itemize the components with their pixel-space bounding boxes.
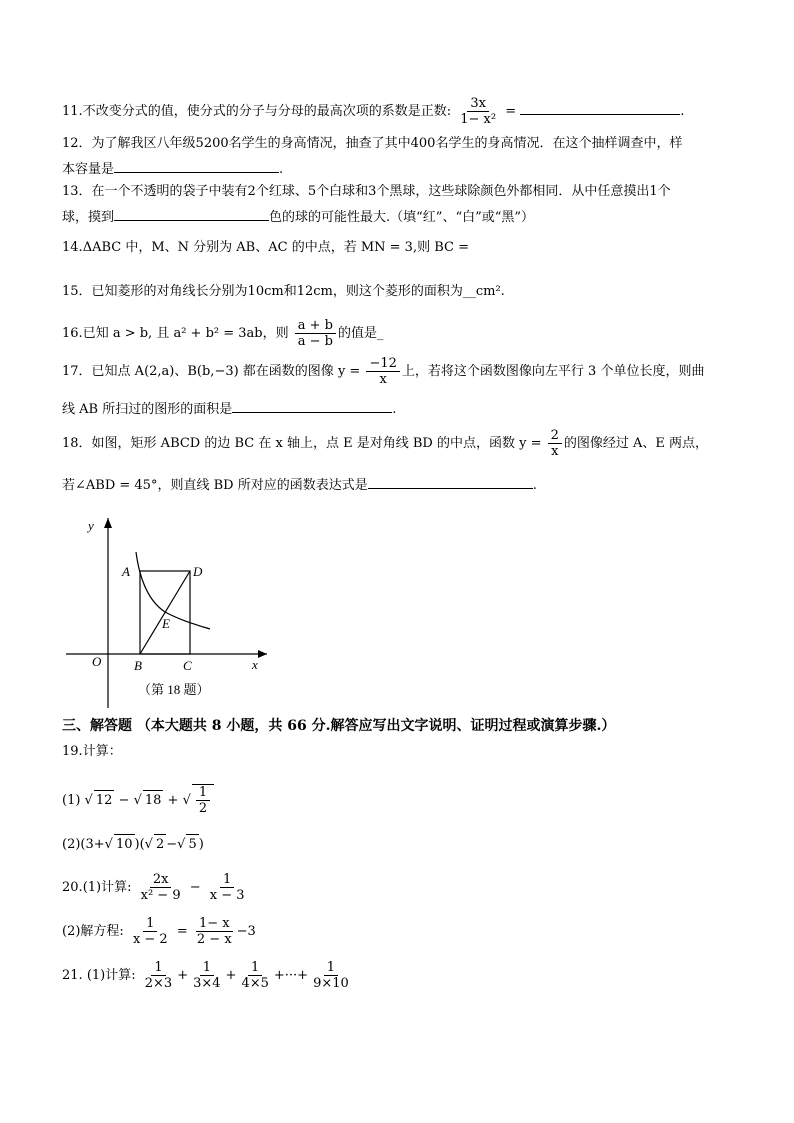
q19-p2-minus: − (166, 837, 178, 852)
q16-text: 已知 a > b, 且 a² + b² = 3ab，则 (82, 326, 289, 341)
q18-answer-blank[interactable] (368, 474, 533, 489)
label-x: x (252, 657, 258, 672)
q21-term3-num: 1 (248, 960, 262, 976)
q18-fraction (548, 428, 562, 459)
q19-p2-close: ) (198, 837, 204, 852)
q17-end: . (392, 402, 397, 417)
q19-p1-sqrt-b: 18 (143, 790, 164, 811)
q18-number: 18． (62, 436, 92, 451)
q11-eq: = (505, 104, 517, 119)
q16-number: 16. (62, 326, 83, 341)
label-a: A (122, 564, 130, 579)
q12-answer-blank[interactable] (114, 158, 279, 173)
q16-frac-den: a − b (297, 334, 333, 349)
q21-term4-den: 9×10 (313, 976, 349, 991)
q19-number: 19. (62, 744, 83, 759)
label-d: D (193, 564, 203, 579)
q17-frac-den: x (379, 372, 387, 387)
q12-end: . (279, 162, 284, 177)
q14-text: ΔABC 中，M、N 分别为 AB、AC 的中点，若 MN = 3,则 BC = (82, 240, 469, 255)
q21-term1-den: 2×3 (144, 976, 173, 991)
q17-text3: 线 AB 所扫过的图形的面积是 (62, 402, 233, 417)
q21-term2-num: 1 (200, 960, 214, 976)
question-17 (62, 356, 704, 387)
q17-text2: 上，若将这个函数图像向左平行 3 个单位长度，则曲 (401, 364, 705, 379)
q19-p1-sqrt-a: 12 (94, 790, 115, 811)
q19-text: 计算： (82, 744, 122, 759)
q20-frac1-num: 2x (150, 872, 172, 888)
q20-tail: −3 (236, 924, 256, 939)
q12-number: 12． (62, 136, 92, 151)
q18-text3: 若∠ABD = 45°，则直线 BD 所对应的函数表达式是 (62, 478, 368, 493)
question-17-line2 (62, 398, 396, 420)
q17-answer-blank[interactable] (232, 398, 392, 413)
q19-p2-sqrt-c: 5 (186, 834, 198, 855)
q17-text: 已知点 A(2,a)、B(b,−3) 都在函数的图像 y = (91, 364, 361, 379)
figure-caption: （第 18 题） (138, 682, 210, 697)
q20-p2-label: (2)解方程: (62, 924, 124, 939)
q19-p1-frac (196, 785, 210, 816)
q20-frac2-num: 1 (220, 872, 234, 888)
question-14 (62, 238, 469, 258)
section-3-title: 三、解答题 （本大题共 8 小题，共 66 分.解答应写出文字说明、证明过程或演算步骤.） (62, 718, 616, 734)
q15-text: 已知菱形的对角线长分别为10cm和12cm，则这个菱形的面积为__cm². (91, 284, 505, 299)
question-19 (62, 742, 122, 762)
q11-answer-blank[interactable] (520, 100, 680, 115)
q16-end: 的值是_ (337, 326, 384, 341)
q17-fraction (366, 356, 399, 387)
q12-text: 为了解我区八年级5200名学生的身高情况，抽查了其中400名学生的身高情况．在这个抽样调查中，样 (91, 136, 683, 151)
q15-number: 15． (62, 284, 92, 299)
q17-number: 17． (62, 364, 92, 379)
q20-frac1 (138, 872, 184, 903)
q21-term4 (310, 960, 352, 991)
q13-text2: 球，摸到 (62, 210, 115, 225)
q21-term2 (190, 960, 223, 991)
q21-p1-label: (1)计算: (86, 968, 136, 983)
question-21 (62, 960, 354, 991)
q18-frac-num: 2 (548, 428, 562, 444)
q20-eq: = (176, 924, 188, 939)
q20-frac2-den: x − 3 (209, 888, 245, 903)
q20-number: 20. (62, 880, 83, 895)
q19-p1-frac-num: 1 (196, 785, 210, 801)
q12-text2: 本容量是 (62, 162, 115, 177)
q18-figure (62, 512, 272, 712)
q21-plus-2: + (225, 968, 237, 983)
q20-frac3-den: x − 2 (132, 932, 168, 947)
x-axis-arrow (258, 650, 267, 658)
q11-fraction (457, 96, 499, 127)
y-axis-arrow (104, 518, 112, 528)
q21-term3-den: 4×5 (241, 976, 269, 991)
question-12-line2 (62, 158, 283, 180)
question-13-line2 (62, 206, 534, 228)
q19-part1: (1) √ 12 − √ 18 + √ $\frac{1}{2}$ (62, 784, 214, 816)
q13-number: 13． (62, 184, 92, 199)
q20-p1-label: (1)计算: (82, 880, 132, 895)
q19-p2-mid: )( (134, 837, 145, 852)
q21-plus-1: + (177, 968, 189, 983)
q19-part2: (2)(3+√ 10 )(√ 2 −√ 5 ) (62, 834, 204, 855)
q13-text: 在一个不透明的袋子中装有2个红球、5个白球和3个黑球，这些球除颜色外都相同．从中任意摸出1个 (91, 184, 671, 199)
q19-p2-sqrt-a: 10 (114, 834, 135, 855)
q13-answer-blank[interactable] (114, 206, 269, 221)
question-18-line2 (62, 474, 537, 496)
q16-frac-num: a + b (295, 318, 336, 334)
q20-frac4-den: 2 − x (196, 932, 232, 947)
q20-frac3-num: 1 (143, 916, 157, 932)
q19-p1-label: (1) (62, 793, 81, 808)
q19-p1-minus: − (118, 793, 130, 808)
q16-fraction (295, 318, 336, 349)
q21-term2-den: 3×4 (193, 976, 221, 991)
q18-frac-den: x (551, 444, 559, 459)
question-15 (62, 282, 505, 302)
label-c: C (183, 658, 192, 673)
label-o: O (92, 654, 102, 669)
q20-frac4 (194, 916, 235, 947)
q11-frac-num: 3x (467, 96, 489, 112)
label-e: E (162, 616, 170, 631)
q21-term1-num: 1 (151, 960, 165, 976)
q11-text: 不改变分式的值，使分式的分子与分母的最高次项的系数是正数: (82, 104, 452, 119)
q17-frac-num: −12 (366, 356, 399, 372)
question-16 (62, 318, 384, 349)
q18-text: 如图，矩形 ABCD 的边 BC 在 x 轴上，点 E 是对角线 BD 的中点，函数 y = (91, 436, 542, 451)
q20-frac4-num: 1− x (196, 916, 233, 932)
q21-term1 (142, 960, 175, 991)
q11-end: . (680, 104, 685, 119)
q20-frac3 (130, 916, 171, 947)
q20-frac1-den: x² − 9 (140, 888, 181, 903)
q20-frac2 (207, 872, 248, 903)
q21-term3 (238, 960, 271, 991)
q19-p1-plus: + (167, 793, 179, 808)
q19-p2-sqrt-b: 2 (154, 834, 166, 855)
q21-number: 21. (62, 968, 83, 983)
q19-p2-open: (3+ (80, 837, 105, 852)
q11-number: 11. (62, 104, 83, 119)
q20-minus: − (189, 880, 201, 895)
question-20-part2 (62, 916, 256, 947)
q21-dots: +···+ (273, 968, 309, 983)
label-y: y (88, 518, 94, 533)
q11-frac-den: 1− x² (460, 112, 497, 127)
label-b: B (134, 658, 142, 673)
question-11 (62, 96, 684, 127)
question-13 (62, 182, 671, 202)
question-20-part1 (62, 872, 250, 903)
q18-end: . (532, 478, 537, 493)
q21-term4-num: 1 (324, 960, 338, 976)
question-12 (62, 134, 682, 154)
q18-text2: 的图像经过 A、E 两点， (563, 436, 709, 451)
q14-number: 14. (62, 240, 83, 255)
q13-text3: 色的球的可能性最大.（填“红”、“白”或“黑”） (269, 210, 535, 225)
q19-p1-frac-den: 2 (198, 801, 208, 816)
question-18 (62, 428, 708, 459)
q19-p2-label: (2) (62, 837, 81, 852)
